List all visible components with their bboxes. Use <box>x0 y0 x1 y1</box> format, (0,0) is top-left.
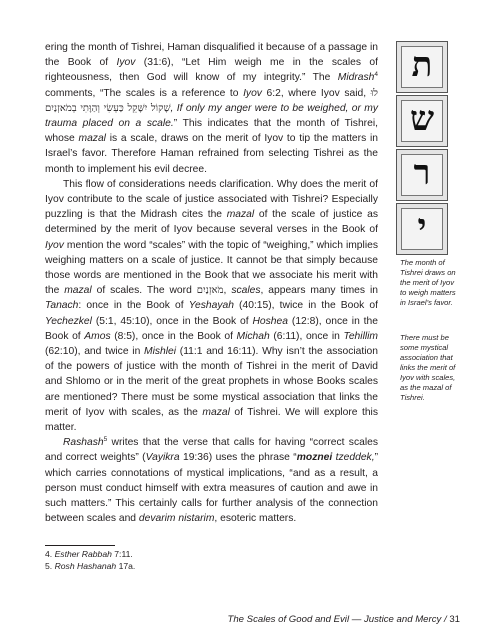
term-italic: scales <box>231 285 261 297</box>
page-footer <box>227 614 460 625</box>
text-run: (12:8), once in the Book of <box>45 315 378 342</box>
book-title: Amos <box>84 330 111 342</box>
page-number: 31 <box>449 614 460 625</box>
text-run: (6:11), once in <box>269 330 344 342</box>
term-bold-italic: moznei <box>296 452 333 464</box>
letter-tile <box>396 203 448 255</box>
book-title: Iyov <box>243 87 262 99</box>
main-text <box>45 40 378 527</box>
text-run: ” which carries connotations of mystical implications, “and as a result, a person must conduct himself with extra measures of caution and awe in such matters.” This certainly calls for further analysis of the connection between scales and <box>45 452 378 525</box>
hebrew-quote: לוּ שָׁקוֹל יִשָּׁקֵל כַּעְשִׂי וְהַוָּתִי בְמֹאזְנַיִם <box>45 87 378 114</box>
term-italic: mazal <box>64 285 92 297</box>
term-italic: mazal <box>202 406 230 418</box>
text-run: is a scale, draws on the merit of Iyov to tip the matters in Israel’s favor. Therefore Haman refrained from selecting Tishrei as the month to implement his evil decree. <box>45 133 378 175</box>
paragraph-1 <box>45 40 378 177</box>
footnote-4: 4. Esther Rabbah 7:11. <box>45 549 133 559</box>
paragraph-2 <box>45 177 378 435</box>
book-title: Midrash <box>337 72 375 84</box>
text-run: : once in the Book of <box>78 300 189 312</box>
term-italic: devarim nistarim <box>138 513 215 525</box>
term-italic: mazal <box>226 209 255 221</box>
footnote-rule <box>45 545 115 546</box>
letter-tile <box>396 41 448 93</box>
sidenote-1: The month of Tishrei draws on the merit of Iyov to weigh matters in Israel’s favor. <box>400 258 456 307</box>
text-run: ering the month of Tishrei, Haman disqualified it because of a passage in the Book of <box>45 42 378 69</box>
footnote-source: Rosh Hashanah <box>54 561 117 571</box>
text-run: This flow of considerations needs clarification. Why does the merit of Iyov contribute to the scale of justice associated with Tishrei? Especially puzzling is that the Midrash cites the <box>45 178 378 221</box>
hebrew-word: מֹאזְנַיִם <box>196 285 224 297</box>
author-name: Rashash <box>63 437 104 449</box>
running-title: The Scales of Good and Evil — Justice and Mercy / <box>227 614 447 625</box>
letter-yud: י <box>417 207 427 247</box>
text-run: comments, “The scales is a reference to <box>45 87 244 99</box>
text-run: , esoteric matters. <box>214 513 297 525</box>
book-title: Mishlei <box>144 346 177 358</box>
footnote-5: 5. Rosh Hashanah 17a. <box>45 561 136 571</box>
text-run: 6:2, where Iyov said, <box>261 87 371 99</box>
footnote-marker: 4 <box>374 71 378 79</box>
letter-shin: ש <box>409 99 435 139</box>
book-title: Yechezkel <box>45 315 92 327</box>
text-run: (40:15), twice in the Book of <box>233 300 378 312</box>
text-run: , <box>223 285 232 297</box>
book-title: Yeshayah <box>188 300 234 312</box>
text-run: (62:10), and twice in <box>45 346 145 358</box>
book-title: Michah <box>236 330 270 342</box>
text-run: (11:1 and 16:11). Why isn’t the association of the powers of justice with the month of Tishrei in the merit of David and Shlomo or in the merit of the great prophets in whose Books scales are mentioned? There must be some mystical association that links the merit of Iyov with scales, as the <box>45 346 378 418</box>
book-title: Tehillim <box>343 330 379 342</box>
book-title: Iyov <box>45 239 64 251</box>
term-italic: tzeddek, <box>332 452 375 464</box>
text-run: 19:36) uses the phrase “ <box>179 452 297 464</box>
book-title: Tanach <box>45 300 79 312</box>
text-run: of scales. The word <box>91 285 197 297</box>
text-run: writes that the verse that calls for having “correct scales and correct weights” ( <box>45 437 378 464</box>
text-run: of Tishrei. We will explore this matter. <box>45 406 378 434</box>
letter-resh: ר <box>413 153 431 193</box>
translation-italic: , If only my anger were to be weighed, or my trauma placed on a scale. <box>45 102 378 130</box>
text-run: of the scale of justice as determined by the merit of Iyov because several verses in the Book of <box>45 209 378 236</box>
book-title: Iyov <box>116 57 136 69</box>
footnote-marker: 5 <box>103 436 108 444</box>
book-title: Hoshea <box>252 315 288 327</box>
text-run: (5:1, 45:10), once in the Book of <box>91 315 253 327</box>
text-run: (8:5), once in the Book of <box>110 330 237 342</box>
sidenote-2: There must be some mystical association that links the merit of Iyov with scales, as the mazal of Tishrei. <box>400 333 456 402</box>
paragraph-3 <box>45 435 378 526</box>
hebrew-letter-tiles <box>396 41 448 255</box>
term-italic: mazal <box>78 133 106 145</box>
text-run: , appears many times in <box>260 285 378 297</box>
text-run: ” This indicates that the month of Tishrei, whose <box>45 118 378 145</box>
letter-tav: ת <box>411 45 433 85</box>
text-run: (31:6), “Let Him weigh me in the scales of righteousness, then God will know of my integrity.” The <box>45 57 378 84</box>
letter-tile <box>396 95 448 147</box>
letter-tile <box>396 149 448 201</box>
footnote-source: Esther Rabbah <box>54 549 112 559</box>
text-run: mention the word “scales” with the topic of “weighing,” which implies weighing matters on a scale of justice. It cannot be that simply because those words are mentioned in the Book that we associate his merit with the <box>45 239 378 297</box>
book-title: Vayikra <box>145 452 180 464</box>
